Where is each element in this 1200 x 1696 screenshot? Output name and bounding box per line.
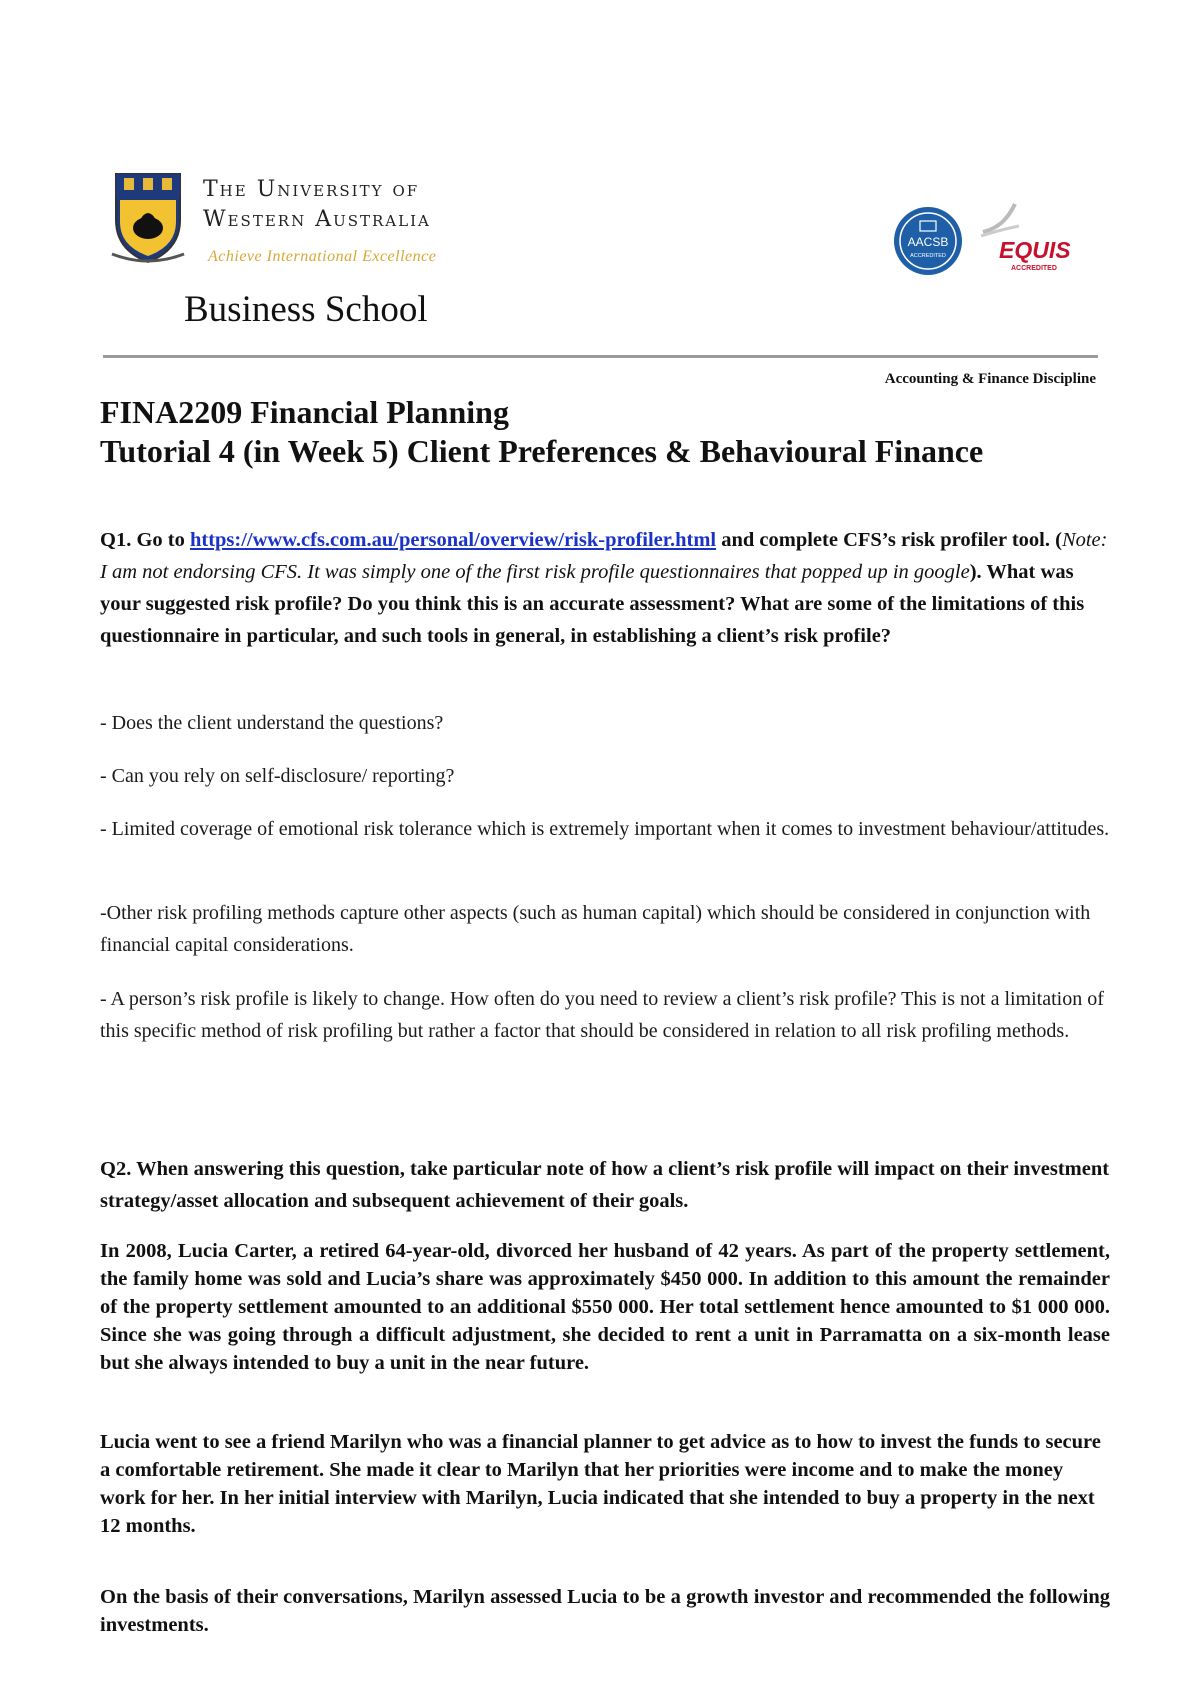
- university-name-line1: The University of: [203, 177, 420, 202]
- university-name-line2: Western Australia: [203, 207, 431, 232]
- equis-badge-logo: [977, 200, 1081, 276]
- aacsb-sub: ACCREDITED: [910, 253, 946, 259]
- q1-note: Note: I am not endorsing CFS. It was simply one of the first risk profile questionnaires that popped up in google: [100, 529, 1108, 583]
- university-tagline: Achieve International Excellence: [208, 248, 437, 265]
- header-divider: [103, 355, 1098, 358]
- q2-paragraph-3: On the basis of their conversations, Marilyn assessed Lucia to be a growth investor and recommended the following investments.: [100, 1586, 1110, 1636]
- equis-sub: ACCREDITED: [1011, 265, 1057, 272]
- question-2-intro: Q2. When answering this question, take particular note of how a client’s risk profile will impact on their investment strategy/asset allocation and subsequent achievement of their goals.: [100, 1158, 1110, 1212]
- q1-answer-4: -Other risk profiling methods capture other aspects (such as human capital) which should be considered in conjunction with financial capital considerations.: [100, 902, 1091, 956]
- discipline-label: Accounting & Finance Discipline: [884, 371, 1096, 387]
- q2-paragraph-2: Lucia went to see a friend Marilyn who was a financial planner to get advice as to how to invest the funds to secure a comfortable retirement. She made it clear to Marilyn that her priorities were income and to make the money work for her. In her initial interview with Marilyn, Lucia indicated that she intended to buy a property in the next 12 months.: [100, 1431, 1101, 1537]
- course-title: FINA2209 Financial Planning: [100, 394, 509, 430]
- q1-answer-1: - Does the client understand the questions?: [100, 712, 444, 734]
- tutorial-title: Tutorial 4 (in Week 5) Client Preferences & Behavioural Finance: [100, 433, 984, 469]
- business-school-heading: Business School: [184, 289, 428, 330]
- q1-prefix: Q1. Go to: [100, 529, 190, 551]
- question-1: [100, 524, 1110, 652]
- q1-answer-5: - A person’s risk profile is likely to change. How often do you need to review a client’s risk profile? This is not a limitation of this specific method of risk profiling but rather a factor that should be considered in relation to all risk profiling methods.: [100, 988, 1104, 1042]
- equis-label: EQUIS: [999, 237, 1071, 263]
- q2-paragraph-1: In 2008, Lucia Carter, a retired 64-year-old, divorced her husband of 42 years. As part of the property settlement, the family home was sold and Lucia’s share was approximately $450 000. In addition to this amount the remainder of the property settlement amounted to an additional $550 000. Her total settlement hence amounted to $1 000 000. Since she was going through a difficult adjustment, she decided to rent a unit in Parramatta on a six-month lease but she always intended to buy a unit in the near future.: [100, 1240, 1110, 1374]
- q1-answer-3: - Limited coverage of emotional risk tolerance which is extremely important when it comes to investment behaviour/attitudes.: [100, 818, 1110, 840]
- aacsb-badge-logo: [892, 205, 964, 277]
- university-name: [203, 175, 431, 235]
- q1-answer-2: - Can you rely on self-disclosure/ reporting?: [100, 765, 455, 787]
- q1-rest: ). What was your suggested risk profile? Do you think this is an accurate assessment? What are some of the limitations of this questionnaire in particular, and such tools in general, in establishing a client’s risk profile?: [100, 561, 1085, 647]
- uwa-crest-logo: [110, 170, 186, 266]
- q1-after-link: and complete CFS’s risk profiler tool. (: [716, 529, 1062, 551]
- risk-profiler-link[interactable]: https://www.cfs.com.au/personal/overview/risk-profiler.html: [189, 529, 717, 551]
- aacsb-label: AACSB: [907, 235, 949, 249]
